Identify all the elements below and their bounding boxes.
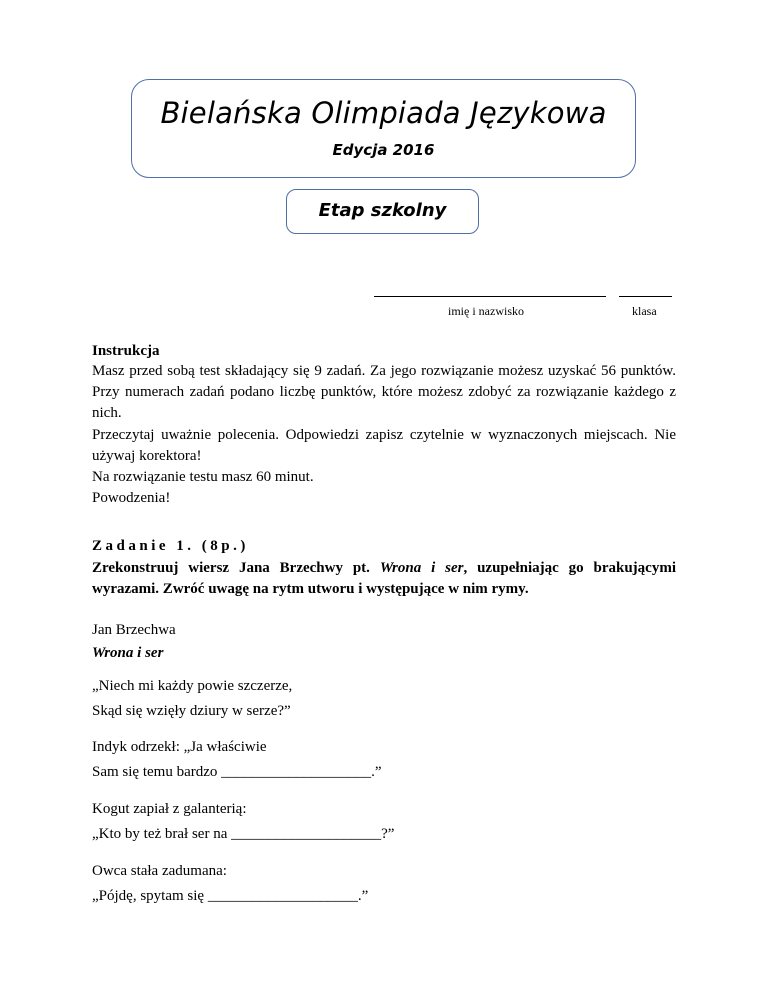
poem-line: Skąd się wzięły dziury w serze?”: [92, 703, 291, 719]
task-command-part-2: , uzupełniając go brakującymi wyrazami. Zwróć uwagę na rytm utworu i występujące w nim rymy.: [92, 560, 676, 597]
stage-box: [286, 189, 479, 234]
competition-title: Bielańska Olimpiada Językowa: [160, 96, 607, 130]
poem-line: Kogut zapiał z galanterią:: [92, 801, 247, 817]
class-signature-line[interactable]: [619, 296, 672, 297]
task-heading: Zadanie 1. (8p.): [92, 538, 249, 554]
instructions-paragraph-4: Powodzenia!: [92, 490, 171, 506]
poem-line-with-blank[interactable]: „Pójdę, spytam się ____________________.”: [92, 888, 369, 904]
title-box: [131, 79, 636, 178]
name-signature-line[interactable]: [374, 296, 606, 297]
poem-line-with-blank[interactable]: „Kto by też brał ser na ____________________?”: [92, 826, 395, 842]
class-label: klasa: [632, 304, 657, 318]
instructions-paragraph-3: Na rozwiązanie testu masz 60 minut.: [92, 469, 314, 485]
poem-title: Wrona i ser: [92, 645, 164, 661]
task-command: [92, 558, 676, 600]
poem-line: Owca stała zadumana:: [92, 863, 227, 879]
name-label: imię i nazwisko: [448, 304, 524, 318]
poem-author: Jan Brzechwa: [92, 622, 176, 638]
poem-line: „Niech mi każdy powie szczerze,: [92, 678, 293, 694]
stage-label: Etap szkolny: [318, 200, 447, 221]
poem-line-with-blank[interactable]: Sam się temu bardzo ____________________.”: [92, 764, 382, 780]
task-command-title: Wrona i ser: [379, 560, 464, 576]
task-command-part-1: Zrekonstruuj wiersz Jana Brzechwy pt.: [92, 560, 380, 576]
instructions-heading: Instrukcja: [92, 343, 160, 359]
poem-line: Indyk odrzekł: „Ja właściwie: [92, 739, 267, 755]
instructions-paragraph-2: Przeczytaj uważnie polecenia. Odpowiedzi zapisz czytelnie w wyznaczonych miejscach. Nie używaj korektora!: [92, 427, 676, 464]
instructions-paragraph-1: Masz przed sobą test składający się 9 zadań. Za jego rozwiązanie możesz uzyskać 56 punktów. Przy numerach zadań podano liczbę punktów, które możesz zdobyć za rozwiązanie każdego z nich.: [92, 363, 676, 421]
edition-label: Edycja 2016: [332, 141, 435, 159]
